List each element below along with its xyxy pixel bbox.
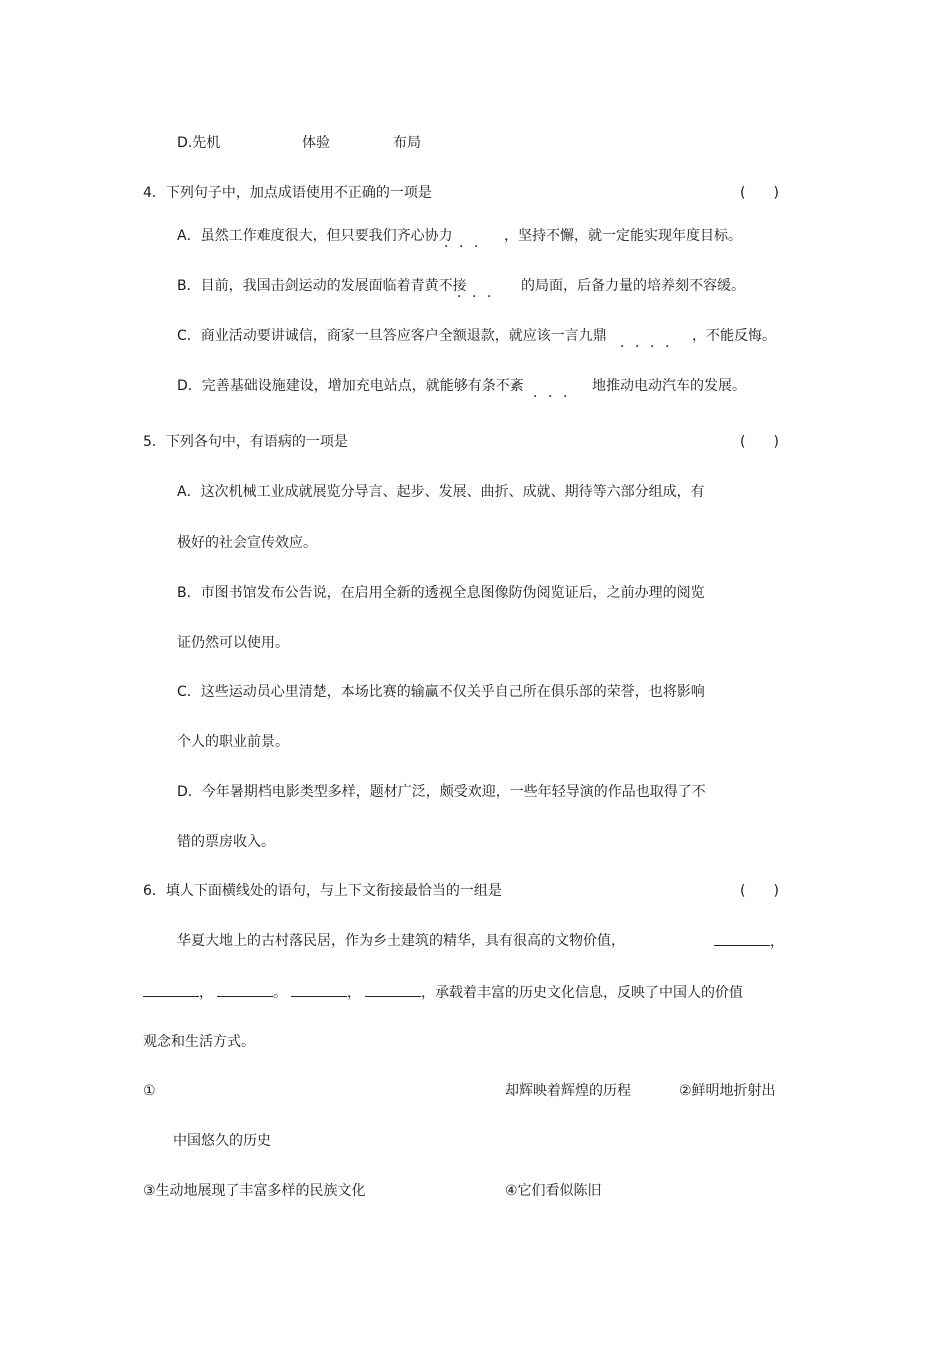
q6-option-3: ③生动地展现了丰富多样的民族文化 — [143, 1183, 366, 1199]
q6-option-1-number: ① — [143, 1083, 156, 1099]
q5-option-b-line2: 证仍然可以使用。 — [177, 635, 289, 651]
q6-passage-line1: 华夏大地上的古村落民居，作为乡土建筑的精华，具有很高的文物价值， — [177, 933, 625, 949]
q5-option-a-line1: A．这次机械工业成就展览分导言、起步、发展、曲折、成就、期待等六部分组成，有 — [177, 484, 705, 500]
q4-option-c-before: C．商业活动要讲诚信，商家一旦答应客户全额退款，就应该一言九鼎 — [177, 328, 607, 344]
q6-passage-line2 — [143, 982, 743, 1003]
q4-option-a-emphasis-dots: ．．． — [444, 235, 496, 251]
q6-passage-line2-tail: ，承载着丰富的历史文化信息，反映了中国人的价值 — [421, 985, 743, 1001]
q3-option-d-word2: 体验 — [302, 135, 330, 151]
q5-stem: 5．下列各句中，有语病的一项是 — [143, 434, 348, 450]
q6-option-1-text: 却辉映着辉煌的历程 — [505, 1083, 631, 1099]
q4-option-d-after: 地推动电动汽车的发展。 — [592, 378, 746, 394]
q3-option-d-label: D.先机 — [177, 135, 221, 151]
q6-blank-1-comma: ， — [770, 934, 784, 950]
q6-blank-4-comma: ， — [347, 985, 361, 1001]
q6-answer-paren: ( ) — [740, 883, 779, 899]
q6-blank-3[interactable] — [217, 982, 273, 997]
q6-blank-1[interactable] — [714, 931, 770, 946]
q4-option-d-before: D．完善基础设施建设，增加充电站点，就能够有条不紊 — [177, 378, 524, 394]
q3-option-d-word3: 布局 — [393, 135, 421, 151]
q6-blank-2-comma: ， — [199, 985, 213, 1001]
q4-option-b-emphasis-dots: ．．． — [457, 285, 509, 301]
q6-blank-5[interactable] — [365, 982, 421, 997]
q5-option-a-line2: 极好的社会宣传效应。 — [177, 535, 317, 551]
q6-blank-4[interactable] — [291, 982, 347, 997]
q5-option-c-line2: 个人的职业前景。 — [177, 734, 289, 750]
q4-option-a-before: A．虽然工作难度很大，但只要我们齐心协力 — [177, 228, 453, 244]
q6-option-4: ④它们看似陈旧 — [505, 1183, 602, 1199]
q4-stem: 4．下列句子中，加点成语使用不正确的一项是 — [143, 185, 432, 201]
q4-option-b-after: 的局面，后备力量的培养刻不容缓。 — [521, 278, 745, 294]
q4-option-c-emphasis-dots: ．．．． — [620, 335, 687, 351]
q5-option-c-line1: C．这些运动员心里清楚，本场比赛的输赢不仅关乎自己所在俱乐部的荣誉，也将影响 — [177, 684, 705, 700]
q4-option-a-after: ，坚持不懈，就一定能实现年度目标。 — [504, 228, 742, 244]
q6-stem: 6．填人下面横线处的语句，与上下文衔接最恰当的一组是 — [143, 883, 502, 899]
q6-option-2-line1: ②鲜明地折射出 — [679, 1083, 776, 1099]
q4-option-b-before: B．目前，我国击剑运动的发展面临着青黄不接 — [177, 278, 467, 294]
q5-option-d-line2: 错的票房收入。 — [177, 834, 275, 850]
q6-blank-3-stop: 。 — [273, 985, 287, 1001]
q6-passage-line3: 观念和生活方式。 — [143, 1034, 255, 1050]
q5-answer-paren: ( ) — [740, 434, 779, 450]
q4-option-d-emphasis-dots: ．．． — [533, 385, 585, 401]
q6-blank-1-wrap — [714, 931, 784, 952]
q6-blank-2[interactable] — [143, 982, 199, 997]
q4-answer-paren: ( ) — [740, 185, 779, 201]
q5-option-d-line1: D．今年暑期档电影类型多样，题材广泛，颇受欢迎，一些年轻导演的作品也取得了不 — [177, 784, 706, 800]
q6-option-2-line2: 中国悠久的历史 — [173, 1133, 271, 1149]
q5-option-b-line1: B．市图书馆发布公告说，在启用全新的透视全息图像防伪阅览证后，之前办理的阅览 — [177, 585, 705, 601]
q4-option-c-after: ，不能反悔。 — [692, 328, 776, 344]
